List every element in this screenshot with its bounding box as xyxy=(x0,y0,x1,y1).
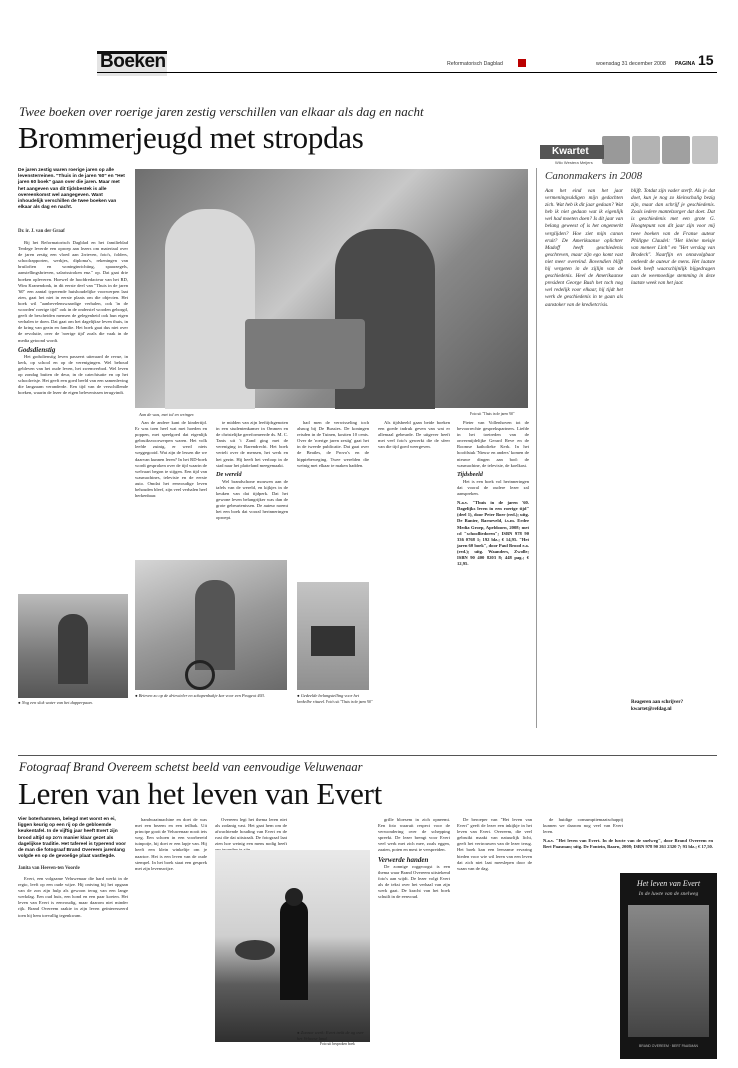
section-title: Boeken xyxy=(100,51,166,72)
story1-col2-para: Aan de andere kant de kindertijd. Er was toen heel wat met hoeden en poppen, met speelgoed dat eigenlijk gebruiksvoorwerpen waren. Het volk leefde zuinig, er werd niets weggegooid. Wat zijn de lessen die we daarvan kunnen leren? In het RD-boek wordt gesproken over de tijd waarin de welvaart begon te stijgen. Een tijd van wasmachines, televisie en de eerste auto. Omdat het eenvoudige leven behouden bleef, zijn veel verhalen heel herkenbaar. xyxy=(135,420,207,499)
story1-kicker: Twee boeken over roerige jaren zestig verschillen van elkaar als dag en nacht xyxy=(19,104,424,119)
story2-col4-para: grille bloesem in zich opneemt. Een foto waaruit respect voor de verwondering over de schepping spreekt. De lezer brengt voor Evert veel werk met zich mee, zoals eggen, zaaien, poten en mest te verspreiden. xyxy=(378,817,450,853)
story2-lead: Vier boterhammen, belegd met worst en ei, liggen keurig op een rij op de gebloemde keukentafel. In de vijftig jaar heeft Evert zijn brood altijd op zo'n manier klaar gezet als dagelijkse traditie. Het tafereel is typerend voor de man die fotograaf Brand Overeem jarenlang volgde en op de gevoelige plaat vastlegde. xyxy=(18,817,126,860)
caption-water-pump-text: Nog een slok water van het dapperpaan. xyxy=(21,700,93,705)
story2-col2-para: handwaaimachine en doet de was met een bezem en een teilbak. Uit principe gooit de Veluwenaar nooit iets weg. Een schoen in een voorbereid tuinpotje, hij doet er een lapje van. Hij heeft een klein winkeltje om je naartoe. Het is een leven van de oude stempel. In het boek staat een gesprek met zijn levenswijze. xyxy=(135,817,207,871)
sidebar-question: Reageren aan schrijver? xyxy=(631,700,684,705)
story1-column-6 xyxy=(457,420,529,740)
photo-wheel xyxy=(185,660,215,690)
story2-kicker: Fotograaf Brand Overeem schetst beeld van eenvoudige Veluwenaar xyxy=(19,760,363,774)
book-cover-photo xyxy=(628,905,709,1037)
caption-tricycle xyxy=(135,693,287,699)
book-cover-subtitle: In de luwte van de snelweg xyxy=(638,891,699,897)
photo-radio-box xyxy=(311,626,355,656)
kwartet-logo xyxy=(540,145,604,159)
photo-child xyxy=(58,614,88,684)
photo-figure-left xyxy=(165,209,255,409)
story2-column-1 xyxy=(18,876,128,1056)
story1-column-1 xyxy=(18,240,128,440)
header-rule xyxy=(97,72,717,73)
story2-book-note-text: N.a.v. "Het leven van Evert. In de luwte van de snelweg", door Brand Overeem en Bert Paasman; uitg. De Fontein, Baarn, 2008; ISBN 978 90 261 2320 7; 93 blz.; € 17,50. xyxy=(543,838,713,850)
story1-col5-para: Als tijdsbeeld gaan beide boeken een goede indruk geven van wat er allemaal gebeurde. De uitgever heeft met veel foto's gewerkt die de sfeer van die tijd goed weergeven. xyxy=(378,420,450,450)
portrait-1 xyxy=(602,136,630,164)
story1-col6-para: Pieter van Vollenhoven tot de bevoorrechte gesprekspartners. Liefde in het toetreden van de onvermijdelijke Gerard Reve en de Roomse katholieke Kerk. In het hoofdstuk 'Nieuw en anders' komen de nieuwe dingen aan bod: de wasmachine, de televisie, de koelkast. xyxy=(457,420,529,468)
story2-col6-para: de huidige consumptiemaatschappij kunnen we daarom nog veel van Evert leren. xyxy=(543,817,623,835)
photo-washtub xyxy=(245,319,365,389)
sidebar-email[interactable]: kwartet@refdag.nl xyxy=(631,707,672,712)
story1-lead: De jaren zestig waren roerige jaren op alle levensterreinen. "Thuis in de jaren '60" en "Het jaren 60 boek" gaan over die jaren. Maar met het aangeven van dit tijdsbestek is alle overeenkomst wel aangegeven. Want inhoudelijk verschillen de twee boeken van elkaar als dag en nacht. xyxy=(18,168,125,211)
story1-col6-para2: Het is een boek vol herinneringen dat vooral de oudere lezer zal aanspreken. xyxy=(457,478,529,497)
caption-tricycle-text: Brieven zo op de driewieler en schapenbakje kar voor een Peugeot 403. xyxy=(138,693,266,698)
rd-logo-icon xyxy=(518,59,526,67)
story1-col3-para2: Wel brandschone mouwen aan de tafels van de wereld, en kijkjes in de keuken van dat tijdperk. Dat het gewone leven belangrijker was dan de grote gebeurtenissen. De auteur noemt het een boek dat vooral herinneringen oproept. xyxy=(216,478,288,521)
story2-column-3 xyxy=(215,817,287,847)
photo-water-pump xyxy=(18,594,128,698)
caption-bullet-icon: ● xyxy=(297,1030,301,1035)
photo-radio xyxy=(297,582,369,690)
story2-top-rule xyxy=(18,755,717,756)
story1-col3-subhead: De wereld xyxy=(216,470,242,478)
evert-photo-caption-text: Zonnor werk: Evert trekt de ag over het Veluwse land. xyxy=(297,1030,364,1041)
story1-col1-para: Bij het Reformatorisch Dagblad en het familieblad Terdege leverde een oproep aan lezers om materiaal over de jaren zestig een vloed aan 2rrieven, foto's, folders, schoolrapporten, werkjes, diploma's, rekeningen van bruiloften en woninginrichting, spaarzegels, aanstellingsbrieven, salarisstroken enz." op. Dat gaat drie boeken opleveren. Hoewel de hoofdredacteur van het RD, Wim Kranendonk, in dit eerste deel van "Thuis in de jaren '60" een aantal typerende huishoudelijke voorwerpen laat zien, gaat het niet in eerste plaats om die objecten. Het boek wil "aanbevelenswaardige verhalen, ook 'in de woorden' roerige tijd" ook in de onderstel wooden geborgd, geeft de bescheiden mensen de gelegenheid ook hun eigen verhalen te doen. Dat gaat om het dagelijkse leven thuis, in de kring van gezin en familie. Het boek gaat dus niet over de revolutie, over de 'roerige tijd' zoals die vaak in de media getoond wordt. xyxy=(18,240,128,343)
story2-col1-para: Evert, een volgzame Veluwenaar die hard werkt in de regio, leeft op een oude wijze. Hij ontving bij het opgaan van de zon zijn hulp als gewoon terug van een lange werkdag. Een oud huis, een hond en een paar koeien. Het leven van Evert is eenvoudig, maar daarom niet minder rijk. Brand Overeem raakte in zijn leven geïnteresseerd toen hij hem toevallig tegenkwam. xyxy=(18,876,128,918)
story1-col4-para: had men de verwisseling toch alsnog bij De Bussies. De koningen reisden in de Tuinen, kostten 10 cents. Over de 'roerige jaren zestig' gaat het in de tweede publicatie. Dat gaat over de Beatles, de Provo's en de hippiebeweging. Twee werelden die weinig met elkaar te maken hadden. xyxy=(297,420,369,468)
kwartet-author: Wilo Westera Meijers xyxy=(555,160,593,165)
book-cover xyxy=(620,873,717,1059)
main-photo-credit: Foto uit "Thuis in de jaren '60" xyxy=(470,412,515,416)
story2-column-4 xyxy=(297,817,369,1022)
story2-col3-para: Overeem legt het thema leren niet als zodanig vast. Het gaat hem om de afwachtende houding van Evert en de rust die dat uitstraalt. De fotograaf laat zien hoe weinig een mens nodig heeft xyxy=(215,817,287,847)
story2-headline: Leren van het leven van Evert xyxy=(18,776,382,811)
caption-bullet-icon: ● xyxy=(18,700,22,705)
caption-water-pump xyxy=(18,700,128,706)
story1-byline: Dr. ir. J. van der Graaf xyxy=(18,229,65,234)
story1-col1-para2: Het godsdienstig leven passeert uiteraard de revue, in kerk, op school en op de verenigingen. Wel behoud gebleven van het oude leven, het zwemverbod. Wel leven op zondag buiten de deur, in de catechisatie en op het schoolreisje. Het geeft een goed beeld van een samenleving die langzaam veranderde. Een tijd van de verschillende boeken, waarin de lezer de eigen belevenissen terugvindt. xyxy=(18,353,128,396)
story1-book-note: N.a.v. "Thuis in de jaren '60. Dagelijks leven in een roerige tijd" (deel 1), door Peter Boer (red.); uitg. De Banier, Barneveld, i.s.m. Erdee Media Groep, Apeldoorn, 2008; met cd "schoolliedoren"; ISBN 978 90 336 0768 1; 192 blz.; € 14,95. "Het jaren 60 boek", door Paul Brood e.a. (red.); uitg. Waanders, Zwolle; ISBN 90 400 8203 8; 448 pag.; € 12,95. xyxy=(457,500,529,567)
book-cover-title: Het leven van Evert xyxy=(636,879,701,888)
sidebar-column-1: Aan het eind van het jaar vermeningvuldigen mijn gedachten zich. Wat heb ik dit jaar gedaan? Wat heb ik niet gedaan wat ik eigenlijk wel had moeten doen? Is dit jaar van belang geweest of is het ongemerkt verglijden? Hoe ziet mijn canon eruit? De Amerikaanse oplichter Madoff heeft geschiedenis geschreven, maar zijn ego komt vast niet meer overeind. Bovendien blijft hij vergeten in de zijlijn van de geschiedenis. Heel de Amerikaanse president George Bush het toch nog wel redelijk voor elkaar, hij tijdt het werk de geschiedenis in te gaan als aanstoker van de kredietcrisis. xyxy=(545,188,623,308)
caption-bullet-icon: ● xyxy=(135,693,139,698)
story1-headline: Brommerjeugd met stropdas xyxy=(18,120,364,155)
caption-bullet-icon: ● xyxy=(297,693,301,698)
story2-col5-para: De beroeper van "Het leven van Evert" geeft de lezer een inkijkje in het leven van Evert. Overeem, die veel gebruikt maakt van natuurlijk licht, geeft het vertrouwen van de lezer terug. Het boek kan een leerzame ervaring bieden voor wie wil leren van een leven dat zich niet laat meeslepen door de waan van de dag. xyxy=(457,817,532,871)
story1-col1-subhead: Godsdienstig xyxy=(18,345,56,354)
story2-col4-subhead: Verwerde handen xyxy=(378,855,429,864)
sidebar-title: Canonmakers in 2008 xyxy=(545,170,643,182)
story2-column-5 xyxy=(378,817,450,1057)
story1-column-2 xyxy=(135,420,207,556)
caption-radio-credit: Foto's uit "Thuis in de jaren '60" xyxy=(326,700,373,704)
photo-tricycle xyxy=(135,560,287,690)
story2-column-6 xyxy=(457,817,532,1057)
main-photo-caption: Aan de was, met tol en wringer. xyxy=(139,412,195,417)
story1-column-5 xyxy=(378,420,450,740)
header-date: woensdag 31 december 2008 xyxy=(596,61,666,67)
book-cover-authors: BRAND OVEREEM · BERT PAASMAN xyxy=(639,1044,698,1048)
sidebar-divider xyxy=(536,168,537,728)
evert-photo-caption xyxy=(297,1030,369,1041)
story2-byline: Janita van Heeven-ten Voorde xyxy=(18,866,80,871)
main-photo xyxy=(135,169,528,408)
story2-col4-para-a xyxy=(297,817,369,823)
story2-col4-para2: De zonnige roggeoogst is een thema waar Brand Overeem uitstekend foto's aan wijdt. De lezer volgt Evert als de tekst over het verhaal van zijn werk gaat. De kracht van het boek schuilt in de eenvoud. xyxy=(378,863,450,900)
evert-photo-credit: Foto uit besproken boek xyxy=(320,1042,355,1046)
portrait-2 xyxy=(632,136,660,164)
story1-col6-subhead: Tijdsbeeld xyxy=(457,470,483,478)
story2-book-note xyxy=(543,838,713,868)
story1-column-3 xyxy=(216,420,288,556)
newspaper-name: Reformatorisch Dagblad xyxy=(447,61,503,67)
page-label: PAGINA xyxy=(675,61,696,67)
story1-col3-para: te midden van zijn leeftijdsgenoten in een studentenkamer in Ommen en de christelijke gereformeerde ds. M. C. Tanis uit 't Zand ging met de vereniging in Barendrecht. Het boek vertelt over de mensen, het werk en het gezin. Hij heeft het verloop in de stad naar het platteland meegemaakt. xyxy=(216,420,288,468)
photo-boy xyxy=(195,580,235,670)
page-number: 15 xyxy=(698,52,714,68)
kwartet-logo-text: Kwartet xyxy=(552,146,589,157)
portrait-3 xyxy=(662,136,690,164)
story1-column-4 xyxy=(297,420,369,580)
masthead xyxy=(97,48,717,74)
caption-radio-text: Gedeelde belangstelling voor het krekelbe ritueel. xyxy=(297,693,359,704)
story2-column-2 xyxy=(135,817,207,1055)
portrait-4 xyxy=(692,136,718,164)
sidebar-column-2: blijft. Totdat zijn vader sterft. Als je dat doet, kun je nog zo kleinschalig bezig zijn, maar dan schrijf je geschiedenis. Zoals iedere mantelzorger dat doet. Dat is geschiedenis met een grote G. Hoogtepunt van dit jaar zijn voor mij twee boeken van de Franse auteur Philippe Claudel: "Het kleine meisje van meneer Linh" en "Het verslag van Brodeck". Naarfijn en onnavolgbaar ontleedt de auteur de mens. Het laatste boek heeft waarschijnlijk bijgedragen aan de weemoedige stemming in deze laatste week van het jaar. xyxy=(631,188,715,287)
photo-tree xyxy=(235,940,275,960)
